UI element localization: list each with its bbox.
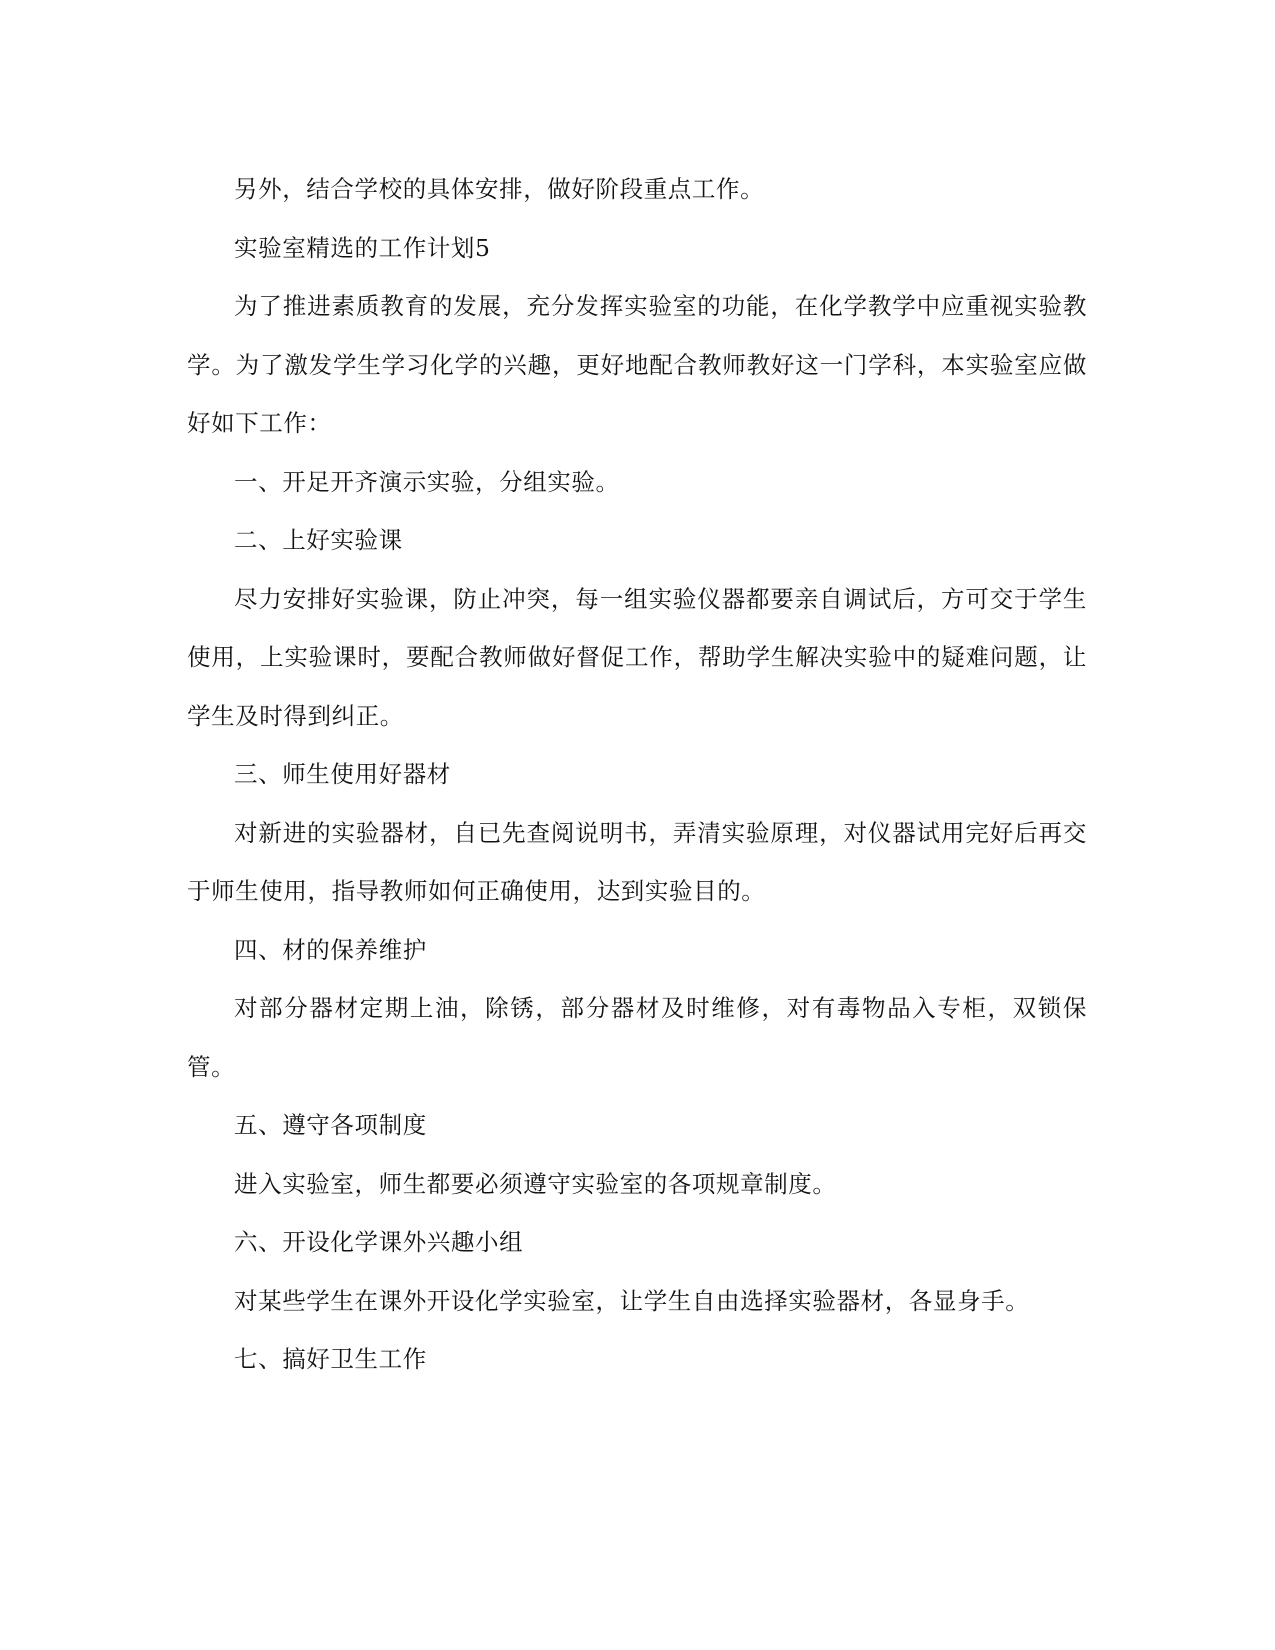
list-item-heading: 七、搞好卫生工作: [234, 1345, 427, 1373]
paragraph: 另外，结合学校的具体安排，做好阶段重点工作。: [234, 175, 765, 203]
section-title: 实验室精选的工作计划5: [234, 233, 491, 262]
list-item-heading: 二、上好实验课: [234, 526, 403, 554]
paragraph: 进入实验室，师生都要必须遵守实验室的各项规章制度。: [234, 1169, 837, 1198]
list-item-heading: 三、师生使用好器材: [234, 760, 451, 788]
paragraph: 对新进的实验器材，自已先查阅说明书，弄清实验原理，对仪器试用完好后再交于师生使用，指导教师如何正确使用，达到实验目的。: [187, 818, 1087, 905]
list-item-heading: 六、开设化学课外兴趣小组: [234, 1228, 524, 1256]
document-body: [187, 160, 1087, 1389]
list-item-heading: 四、材的保养维护: [234, 935, 427, 964]
paragraph: 对部分器材定期上油，除锈，部分器材及时维修，对有毒物品入专柜，双锁保管。: [187, 994, 1087, 1081]
paragraph: 尽力安排好实验课，防止冲突，每一组实验仪器都要亲自调试后，方可交于学生使用，上实验课时，要配合教师做好督促工作，帮助学生解决实验中的疑难问题，让学生及时得到纠正。: [187, 584, 1087, 730]
paragraph: 对某些学生在课外开设化学实验室，让学生自由选择实验器材，各显身手。: [234, 1286, 1030, 1315]
list-item-heading: 一、开足开齐演示实验，分组实验。: [234, 467, 620, 496]
list-item-heading: 五、遵守各项制度: [234, 1111, 427, 1139]
paragraph: 为了推进素质教育的发展，充分发挥实验室的功能，在化学教学中应重视实验教学。为了激发学生学习化学的兴趣，更好地配合教师教好这一门学科，本实验室应做好如下工作：: [187, 292, 1087, 437]
